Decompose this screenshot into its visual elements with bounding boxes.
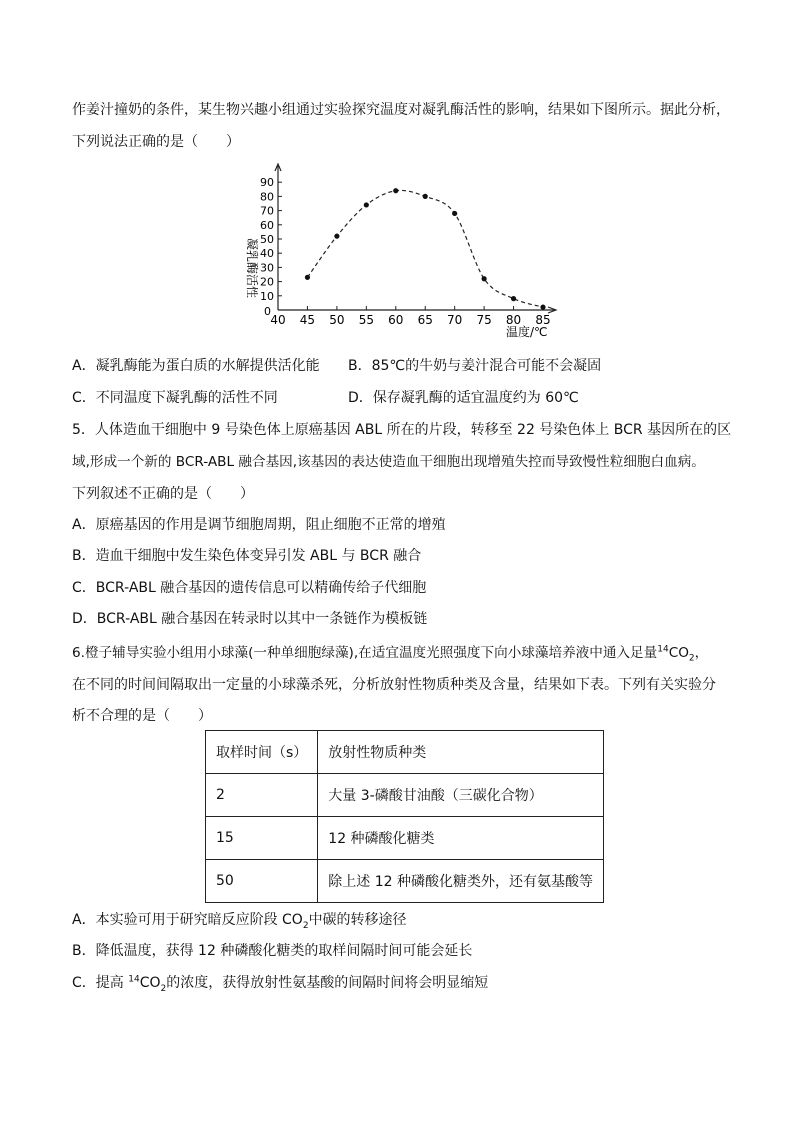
data-point <box>452 211 457 216</box>
y-tick-label: 30 <box>260 261 274 275</box>
q6-option-c[interactable] <box>72 973 488 993</box>
y-axis-label: 凝乳酶活性 <box>245 238 259 299</box>
q4-stem-line-2: 下列说法正确的是（ ） <box>72 134 240 150</box>
q6-optC-end: 的浓度，获得放射性氨基酸的间隔时间将会明显缩短 <box>166 975 489 991</box>
x-tick-label: 40 <box>270 313 286 327</box>
q5-option-c[interactable]: C．BCR-ABL 融合基因的遗传信息可以精确传给子代细胞 <box>72 580 427 596</box>
y-tick-label: 50 <box>260 233 274 246</box>
q6-optA-end: 中碳的转移途径 <box>308 912 407 928</box>
q5-stem-line-1: 5．人体造血干细胞中 9 号染色体上原癌基因 ABL 所在的片段，转移至 22 号染色体上 BCR 基因所在的区 <box>72 422 732 438</box>
x-tick-label: 55 <box>358 313 374 327</box>
x-tick-label: 65 <box>417 313 433 327</box>
x-axis-label: 温度/℃ <box>506 325 548 339</box>
y-tick-label: 20 <box>260 275 274 289</box>
x-tick-label: 45 <box>299 313 316 327</box>
table-cell: 大量 3-磷酸甘油酸（三碳化合物） <box>318 774 604 817</box>
results-table <box>205 730 604 903</box>
q5-option-b[interactable]: B．造血干细胞中发生染色体变异引发 ABL 与 BCR 融合 <box>72 548 422 564</box>
table-cell: 15 <box>206 817 318 860</box>
table-cell: 50 <box>206 860 318 903</box>
chart-axes <box>275 164 556 313</box>
q4-option-d[interactable]: D．保存凝乳酶的适宜温度约为 60℃ <box>348 390 579 406</box>
data-point <box>305 275 310 280</box>
q6-optC-text: C．提高 <box>72 975 129 991</box>
x-tick-label: 80 <box>505 313 522 327</box>
table-header-cell: 放射性物质种类 <box>318 731 604 774</box>
q4-option-b[interactable]: B．85℃的牛奶与姜汁混合可能不会凝固 <box>348 358 602 374</box>
data-point <box>511 296 516 301</box>
q4-option-c[interactable]: C．不同温度下凝乳酶的活性不同 <box>72 390 278 406</box>
q6-stem-line-1 <box>72 643 708 663</box>
q6-optC-co: CO <box>139 975 161 991</box>
table-header-cell: 取样时间（s） <box>206 731 318 774</box>
q6-option-b[interactable]: B．降低温度，获得 12 种磷酸化糖类的取样间隔时间可能会延长 <box>72 943 473 959</box>
q5-stem-line-2: 域,形成一个新的 BCR-ABL 融合基因,该基因的表达使造血干细胞出现增殖失控而导致慢性粒细胞白血病。 <box>72 454 705 470</box>
y-tick-label: 70 <box>260 204 274 218</box>
y-tick-label: 80 <box>260 190 274 204</box>
q6-option-a[interactable] <box>72 910 407 930</box>
y-tick-label: 10 <box>260 289 274 303</box>
q6-stem-line-2: 在不同的时间间隔取出一定量的小球藻杀死，分析放射性物质种类及含量，结果如下表。下列有关实验分 <box>72 677 716 693</box>
chart-ticks <box>260 176 551 327</box>
x-tick-label: 50 <box>329 313 345 327</box>
origin-label: 0 <box>264 305 271 318</box>
x-tick-label: 75 <box>476 313 492 327</box>
q6-stem-line-3: 析不合理的是（ ） <box>72 708 212 724</box>
table-cell: 12 种磷酸化糖类 <box>318 817 604 860</box>
q6-optA-sub: 2 <box>302 920 309 931</box>
y-tick-label: 60 <box>260 218 274 232</box>
table-row <box>206 774 604 817</box>
q5-option-a[interactable]: A．原癌基因的作用是调节细胞周期，阻止细胞不正常的增殖 <box>72 517 446 533</box>
q6-line1-sup: 14 <box>657 644 669 655</box>
x-tick-label: 85 <box>535 313 551 327</box>
data-point <box>540 305 545 310</box>
x-tick-label: 60 <box>388 313 404 327</box>
table-header-row <box>206 731 604 774</box>
q6-line1-sub: 2 <box>688 653 695 664</box>
data-point <box>364 202 369 207</box>
q4-stem-line-1: 作姜汁撞奶的条件，某生物兴趣小组通过实验探究温度对凝乳酶活性的影响，结果如下图所示。据此分析， <box>72 102 730 118</box>
q5-option-d[interactable]: D．BCR-ABL 融合基因在转录时以其中一条链作为模板链 <box>72 611 428 627</box>
data-point <box>393 188 398 193</box>
table-cell: 2 <box>206 774 318 817</box>
q6-line1-text: 6.橙子辅导实验小组用小球藻(一种单细胞绿藻),在适宜温度光照强度下向小球藻培养液中通入足量 <box>72 645 658 661</box>
data-point <box>334 234 339 239</box>
q6-optA-text: A．本实验可用于研究暗反应阶段 CO <box>72 912 303 928</box>
data-point <box>482 276 487 281</box>
q6-optC-sub: 2 <box>160 983 167 994</box>
q6-line1-end: ， <box>694 645 709 661</box>
data-points <box>305 188 546 310</box>
q6-line1-co: CO <box>668 645 689 661</box>
x-tick-label: 70 <box>447 313 463 327</box>
y-tick-label: 90 <box>260 176 274 190</box>
activity-curve <box>307 190 543 307</box>
q4-option-a[interactable]: A．凝乳酶能为蛋白质的水解提供活化能 <box>72 358 320 374</box>
q5-stem-line-3: 下列叙述不正确的是（ ） <box>72 486 254 502</box>
table-cell: 除上述 12 种磷酸化糖类外，还有氨基酸等 <box>318 860 604 903</box>
table-row <box>206 860 604 903</box>
data-point <box>423 194 428 199</box>
enzyme-activity-chart <box>228 160 568 350</box>
y-tick-label: 40 <box>260 247 274 261</box>
table-row <box>206 817 604 860</box>
q6-optC-sup: 14 <box>128 974 140 985</box>
